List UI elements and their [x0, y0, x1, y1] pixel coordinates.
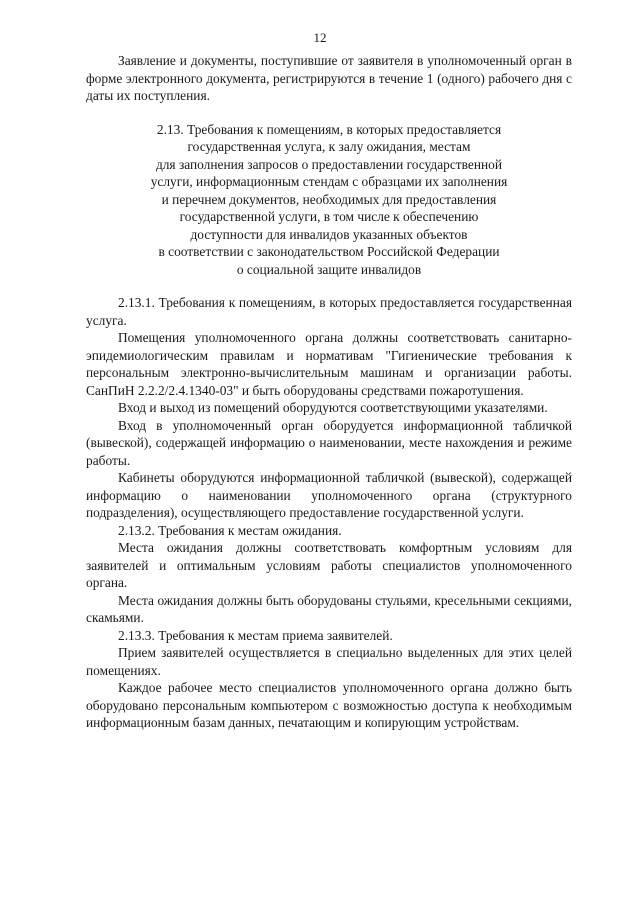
heading-line: доступности для инвалидов указанных объектов	[190, 226, 468, 242]
paragraph: Места ожидания должны соответствовать комфортным условиям для заявителей и оптимальным условиям работы специалистов уполномоченного органа.	[86, 540, 572, 590]
paragraph-2-13-3: 2.13.3. Требования к местам приема заявителей.	[118, 627, 393, 643]
page-number: 12	[313, 30, 327, 45]
paragraph-2-13-2: 2.13.2. Требования к местам ожидания.	[118, 522, 342, 538]
paragraph-2-13-1: 2.13.1. Требования к помещениям, в которых предоставляется государственная услуга.	[86, 295, 572, 328]
paragraph: Места ожидания должны быть оборудованы стульями, кресельными секциями, скамьями.	[86, 592, 572, 625]
paragraph: Кабинеты оборудуются информационной табличкой (вывеской), содержащей информацию о наименовании уполномоченного органа (структурного подразделения), осуществляющего предоставление государственной услуги.	[86, 470, 572, 520]
paragraph: Вход в уполномоченный орган оборудуется информационной табличкой (вывеской), содержащей информацию о наименовании, месте нахождения и режиме работы.	[86, 417, 572, 468]
paragraph: Помещения уполномоченного органа должны соответствовать санитарно-эпидемиологическим правилам и нормативам "Гигиенические требования к персональным электронно-вычислительным машинам и организации работы. СанПиН 2.2.2/2.4.1340-03" и быть оборудованы средствами пожаротушения.	[86, 330, 572, 398]
heading-line: 2.13. Требования к помещениям, в которых предоставляется	[156, 121, 502, 137]
heading-line: о социальной защите инвалидов	[236, 261, 422, 277]
paragraph: Прием заявителей осуществляется в специально выделенных для этих целей помещениях.	[86, 645, 572, 678]
document-body	[86, 52, 572, 732]
heading-line: государственная услуга, к залу ожидания, местам	[187, 139, 471, 154]
heading-line: для заполнения запросов о предоставлении государственной	[155, 156, 503, 172]
paragraph: Вход и выход из помещений оборудуются соответствующими указателями.	[118, 400, 548, 415]
heading-line: и перечнем документов, необходимых для предоставления	[161, 191, 497, 207]
heading-line: государственной услуги, в том числе к обеспечению	[179, 209, 479, 224]
intro-paragraph: Заявление и документы, поступившие от заявителя в уполномоченный орган в форме электронного документа, регистрируются в течение 1 (одного) рабочего дня с даты их поступления.	[86, 53, 572, 103]
section-heading	[86, 121, 572, 279]
heading-line: услуги, информационным стендам с образцами их заполнения	[150, 174, 508, 189]
paragraph: Каждое рабочее место специалистов уполномоченного органа должно быть оборудовано персональным компьютером с возможностью доступа к необходимым информационным базам данных, печатающим и копирующим устройствам.	[86, 680, 572, 730]
heading-line: в соответствии с законодательством Российской Федерации	[158, 244, 500, 259]
